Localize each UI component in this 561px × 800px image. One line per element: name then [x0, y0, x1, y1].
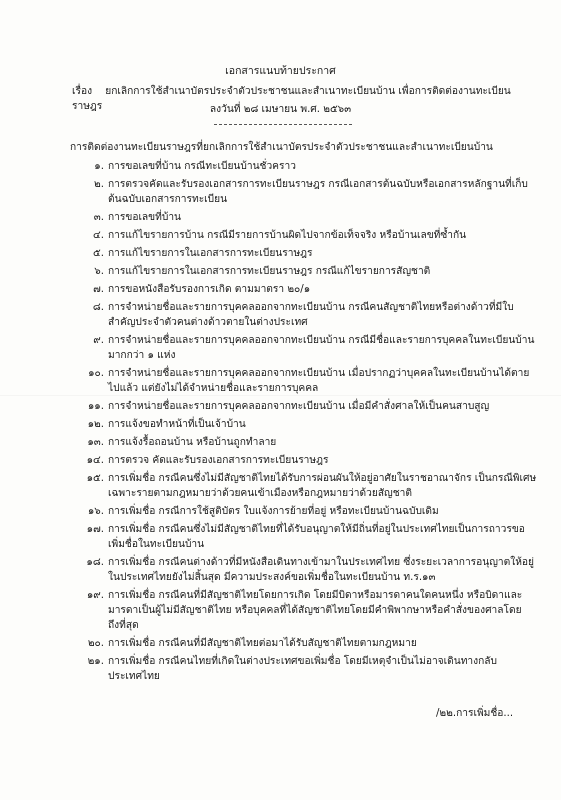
list-item: [70, 588, 539, 633]
list-item: [70, 504, 539, 519]
document-heading: เอกสารแนบท้ายประกาศ: [225, 65, 336, 77]
list-item: [70, 177, 539, 207]
item-text: การเพิ่มชื่อ กรณีคนที่มีสัญชาติไทยโดยการเกิด โดยมีบิดาหรือมารดาคนใดคนหนึ่ง หรือบิดาและมารดาเป็นผู้ไม่มีสัญชาติไทย หรือบุคคลที่ได้สัญชาติไทยโดยมีคำพิพากษาหรือคำสั่งของศาลโดยถึงที่สุด: [108, 590, 523, 631]
list-item: [70, 282, 539, 297]
item-text: การจำหน่ายชื่อและรายการบุคคลออกจากทะเบียนบ้าน เมื่อมีคำสั่งศาลให้เป็นคนสาบสูญ: [108, 401, 490, 412]
item-text: การแจ้งรื้อถอนบ้าน หรือบ้านถูกทำลาย: [108, 437, 277, 448]
item-number: ๓.: [93, 212, 104, 223]
date-line: ลงวันที่ ๒๘ เมษายน พ.ศ. ๒๕๖๓: [209, 104, 352, 115]
item-text: การแก้ไขรายการในเอกสารการทะเบียนราษฎร: [108, 248, 313, 259]
item-number: ๖.: [94, 266, 104, 277]
item-number: ๑๙.: [86, 590, 104, 601]
item-text: การจำหน่ายชื่อและรายการบุคคลออกจากทะเบียนบ้าน เมื่อปรากฏว่าบุคคลในทะเบียนบ้านได้ตายไปแล้ว แต่ยังไม่ได้จำหน่ายชื่อและรายการบุคคล: [108, 368, 530, 394]
item-number: ๑.: [94, 161, 104, 172]
item-number: ๗.: [93, 284, 104, 295]
continuation-note: /๒๒.การเพิ่มชื่อ...: [436, 708, 514, 719]
list-item: [70, 471, 539, 501]
item-text: การเพิ่มชื่อ กรณีคนซึ่งไม่มีสัญชาติไทยได้รับการผ่อนผันให้อยู่อาศัยในราชอาณาจักร เป็นกรณีพิเศษเฉพาะรายตามกฎหมายว่าด้วยคนเข้าเมืองหรือกฎหมายว่าด้วยสัญชาติ: [108, 473, 537, 499]
list-item: [70, 210, 539, 225]
item-text: การจำหน่ายชื่อและรายการบุคคลออกจากทะเบียนบ้าน กรณีมีชื่อและรายการบุคคลในทะเบียนบ้านมากกว่า ๑ แห่ง: [108, 335, 535, 361]
item-text: การแก้ไขรายการในเอกสารการทะเบียนราษฎร กรณีแก้ไขรายการสัญชาติ: [108, 266, 431, 277]
list-item: [70, 654, 539, 684]
intro-text: การติดต่องานทะเบียนราษฎรที่ยกเลิกการใช้สำเนาบัตรประจำตัวประชาชนและสำเนาทะเบียนบ้าน: [70, 142, 493, 153]
item-number: ๑๒.: [87, 419, 104, 430]
item-number: ๑๑.: [87, 401, 104, 412]
item-number: ๑๘.: [86, 557, 104, 568]
item-number: ๒.: [94, 179, 104, 190]
divider: [214, 124, 352, 125]
item-number: ๙.: [93, 335, 104, 346]
subject-text: ยกเลิกการใช้สำเนาบัตรประจำตัวประชาชนและสำเนาทะเบียนบ้าน เพื่อการติดต่องานทะเบียนราษฎร: [72, 86, 511, 112]
item-text: การขอเลขที่บ้าน: [108, 212, 181, 223]
item-number: ๑๖.: [87, 506, 104, 517]
list-item: [70, 399, 539, 414]
item-text: การตรวจ คัดและรับรองเอกสารการทะเบียนราษฎร: [108, 455, 329, 466]
list-item: [70, 264, 539, 279]
item-number: ๔.: [93, 230, 104, 241]
item-number: ๕.: [93, 248, 104, 259]
item-number: ๑๕.: [86, 473, 104, 484]
service-list: [70, 159, 539, 687]
list-item: [70, 159, 539, 174]
list-item: [70, 522, 539, 552]
item-number: ๘.: [92, 302, 104, 313]
list-item: [70, 228, 539, 243]
list-item: [70, 435, 539, 450]
item-number: ๑๐.: [88, 368, 104, 379]
item-text: การเพิ่มชื่อ กรณีคนไทยที่เกิดในต่างประเทศขอเพิ่มชื่อ โดยมีเหตุจำเป็นไม่อาจเดินทางกลับประเทศไทย: [108, 656, 497, 682]
item-text: การขอหนังสือรับรองการเกิด ตามมาตรา ๒๐/๑: [108, 284, 311, 295]
item-text: การเพิ่มชื่อ กรณีคนที่มีสัญชาติไทยต่อมาได้รับสัญชาติไทยตามกฎหมาย: [108, 638, 417, 649]
item-text: การแก้ไขรายการบ้าน กรณีมีรายการบ้านผิดไปจากข้อเท็จจริง หรือบ้านเลขที่ซ้ำกัน: [108, 230, 467, 241]
item-number: ๑๗.: [86, 524, 104, 535]
item-text: การเพิ่มชื่อ กรณีคนต่างด้าวที่มีหนังสือเดินทางเข้ามาในประเทศไทย ซึ่งระยะเวลาการอนุญาตให้อยู่ในประเทศไทยยังไม่สิ้นสุด มีความประสงค์ขอเพิ่มชื่อในทะเบียนบ้าน ท.ร.๑๓: [108, 557, 535, 583]
item-number: ๒๐.: [87, 638, 104, 649]
item-number: ๑๓.: [87, 437, 104, 448]
list-item: [70, 636, 539, 651]
list-item: [70, 333, 539, 363]
list-item: [70, 366, 539, 396]
item-text: การแจ้งขอทำหน้าที่เป็นเจ้าบ้าน: [108, 419, 246, 430]
list-item: [70, 555, 539, 585]
item-number: ๒๑.: [87, 656, 104, 667]
item-text: การเพิ่มชื่อ กรณีคนซึ่งไม่มีสัญชาติไทยที่ได้รับอนุญาตให้มีถิ่นที่อยู่ในประเทศไทยเป็นการถาวรขอเพิ่มชื่อในทะเบียนบ้าน: [108, 524, 525, 550]
item-text: การตรวจคัดและรับรองเอกสารการทะเบียนราษฎร กรณีเอกสารต้นฉบับหรือเอกสารหลักฐานที่เก็บต้นฉบับเอกสารการทะเบียน: [108, 179, 528, 205]
item-text: การจำหน่ายชื่อและรายการบุคคลออกจากทะเบียนบ้าน กรณีคนสัญชาติไทยหรือต่างด้าวที่มีใบสำคัญประจำตัวคนต่างด้าวตายในต่างประเทศ: [108, 302, 514, 328]
item-text: การขอเลขที่บ้าน กรณีทะเบียนบ้านชั่วคราว: [108, 161, 296, 172]
list-item: [70, 300, 539, 330]
subject-label: เรื่อง: [72, 86, 93, 97]
list-item: [70, 246, 539, 261]
list-item: [70, 417, 539, 432]
item-text: การเพิ่มชื่อ กรณีการใช้สูติบัตร ใบแจ้งการย้ายที่อยู่ หรือทะเบียนบ้านฉบับเดิม: [108, 506, 439, 517]
list-item: [70, 453, 539, 468]
item-number: ๑๔.: [86, 455, 104, 466]
